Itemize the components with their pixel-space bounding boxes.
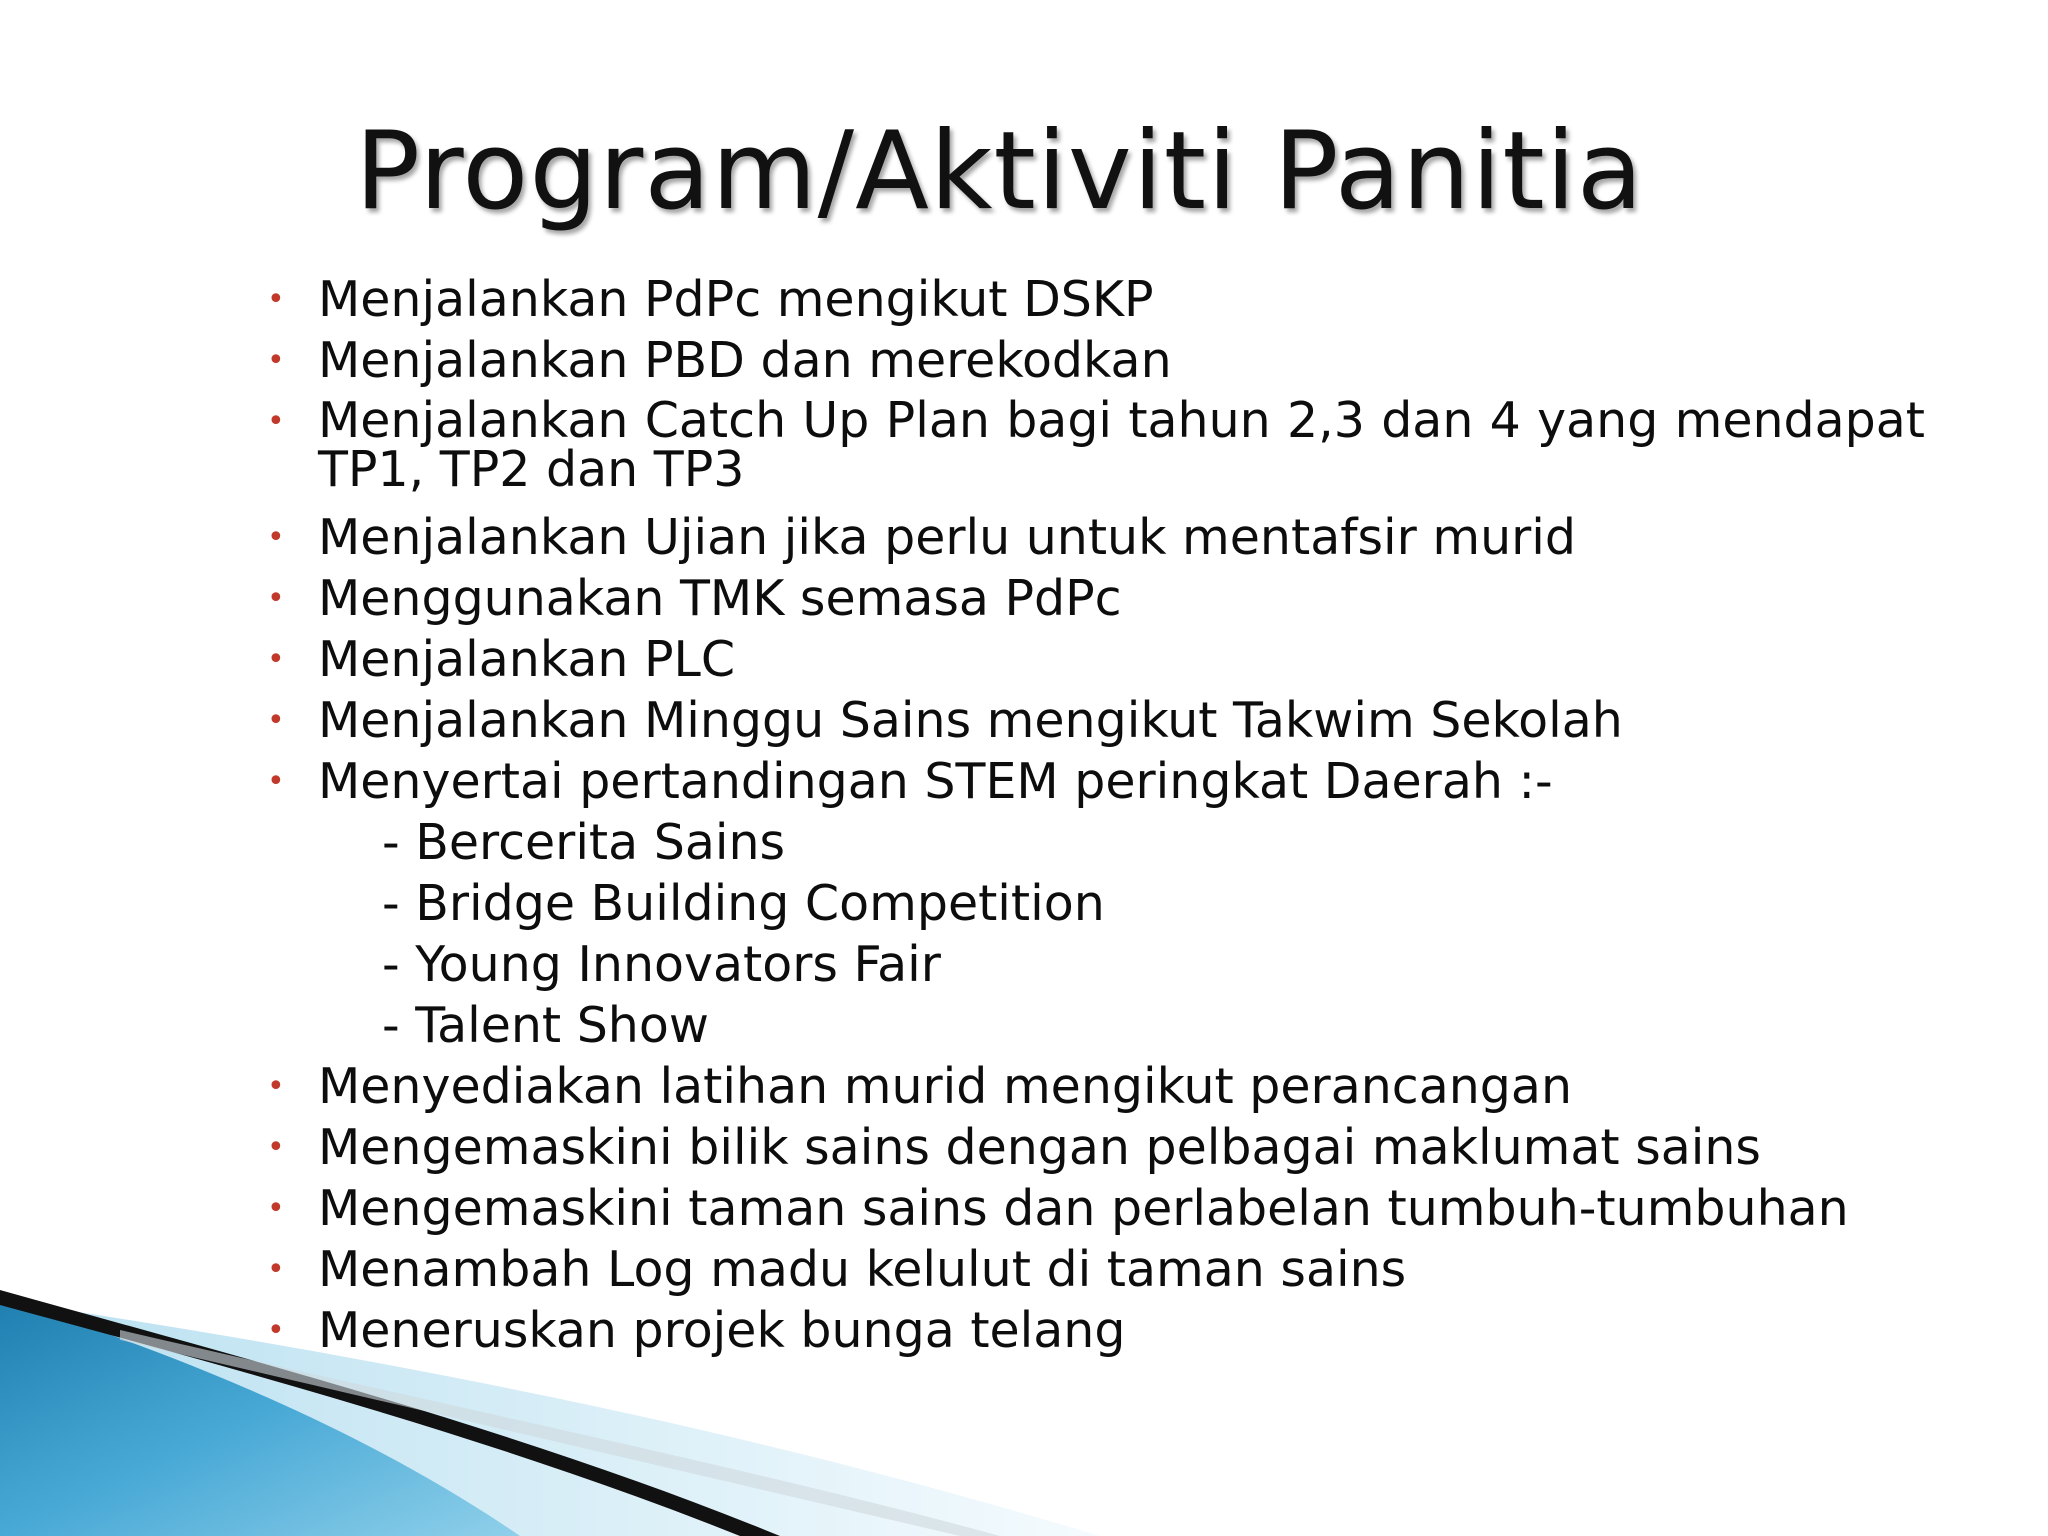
list-item [265, 1118, 1925, 1178]
list-item [265, 1240, 1925, 1300]
sub-item-text: - Bridge Building Competition [382, 875, 1105, 932]
bullet-icon: • [267, 764, 285, 799]
bullet-icon: • [267, 1252, 285, 1287]
item-text: Mengemaskini bilik sains dengan pelbagai maklumat sains [318, 1119, 1761, 1176]
sub-list-item [265, 813, 1925, 873]
list-item [265, 630, 1925, 690]
item-text: Menjalankan Ujian jika perlu untuk mentafsir murid [318, 509, 1576, 566]
item-text: Menjalankan PLC [318, 631, 736, 688]
activity-list [265, 270, 1925, 1362]
bullet-icon: • [267, 520, 285, 555]
bullet-icon: • [267, 1130, 285, 1165]
bullet-icon: • [267, 404, 285, 439]
bullet-icon: • [267, 343, 285, 378]
sub-list-item [265, 874, 1925, 934]
list-item [265, 691, 1925, 751]
bullet-icon: • [267, 1069, 285, 1104]
bullet-icon: • [267, 703, 285, 738]
item-text: Menyertai pertandingan STEM peringkat Daerah :- [318, 753, 1553, 810]
sub-item-text: - Talent Show [382, 997, 709, 1054]
sub-list-item [265, 996, 1925, 1056]
item-text: Menggunakan TMK semasa PdPc [318, 570, 1122, 627]
list-item [265, 331, 1925, 391]
list-item [265, 508, 1925, 568]
bullet-icon: • [267, 642, 285, 677]
list-item [265, 1301, 1925, 1361]
bullet-icon: • [267, 1313, 285, 1348]
item-text: Menyediakan latihan murid mengikut perancangan [318, 1058, 1572, 1115]
bullet-icon: • [267, 581, 285, 616]
slide-title: Program/Aktiviti Panitia [355, 109, 1644, 234]
sub-list-item [265, 935, 1925, 995]
item-text: Menjalankan PdPc mengikut DSKP [318, 271, 1154, 328]
sub-item-text: - Bercerita Sains [382, 814, 786, 871]
item-text: Menambah Log madu kelulut di taman sains [318, 1241, 1407, 1298]
bullet-icon: • [267, 282, 285, 317]
sub-item-text: - Young Innovators Fair [382, 936, 941, 993]
item-text: Mengemaskini taman sains dan perlabelan tumbuh-tumbuhan [318, 1180, 1849, 1237]
list-item [265, 1057, 1925, 1117]
item-text: Menjalankan PBD dan merekodkan [318, 332, 1172, 389]
item-text: Menjalankan Catch Up Plan bagi tahun 2,3 dan 4 yang mendapat TP1, TP2 dan TP3 [318, 392, 1925, 498]
list-item [265, 392, 1925, 498]
list-item [265, 569, 1925, 629]
item-text: Menjalankan Minggu Sains mengikut Takwim Sekolah [318, 692, 1623, 749]
bullet-icon: • [267, 1191, 285, 1226]
list-item [265, 270, 1925, 330]
list-item [265, 1179, 1925, 1239]
list-item [265, 752, 1925, 812]
item-text: Meneruskan projek bunga telang [318, 1302, 1126, 1359]
